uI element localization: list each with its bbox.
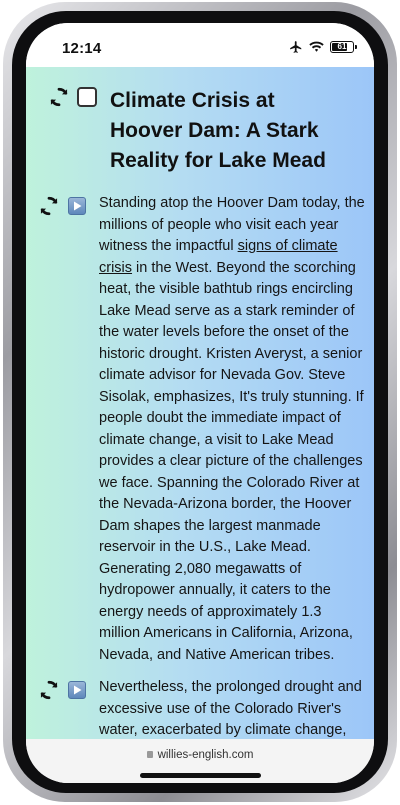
paragraph-1-controls	[38, 195, 86, 217]
status-bar	[26, 23, 374, 67]
paragraph-2-controls	[38, 679, 86, 701]
phone-screen	[26, 23, 374, 783]
lock-icon	[147, 751, 153, 758]
url-text: willies-english.com	[157, 749, 254, 761]
battery-level: 61	[337, 42, 347, 51]
article-title: Climate Crisis at Hoover Dam: A Stark Reality for Lake Mead	[110, 89, 326, 172]
battery-icon	[330, 41, 354, 53]
paragraph-1-text-end: in the West. Beyond the scorching heat, the visible bathtub rings encircling Lake Mead serve as a stark reminder of the water levels before the onset of the historic drought. Kristen Averyst, a senior climate advisor for Nevada Gov. Steve Sisolak, emphasizes, It's truly stunning. If people doubt the immediate impact of climate change, a visit to Lake Mead provides a clear picture of the challenges we face. Spanning the Colorado River at the Nevada-Arizona border, the Hoover Dam shapes the largest manmade reservoir in the U.S., Lake Mead. Generating 2,080 megawatts of hydropower annually, it caters to the energy needs of approximately 1.3 million Americans in California, Arizona, Nevada, and Native American tribes.	[99, 259, 364, 663]
title-checkbox[interactable]	[77, 87, 97, 107]
title-controls	[48, 86, 97, 108]
paragraph-2-text: Nevertheless, the prolonged drought and excessive use of the Colorado River's water, exacerbated by climate change,	[99, 679, 362, 738]
paragraph-1-text-start: Standing atop the Hoover Dam today, the millions of people who visit each year witness the impactful	[99, 195, 365, 254]
status-icons	[289, 40, 354, 54]
wifi-icon	[309, 41, 324, 53]
airplane-icon	[289, 40, 303, 54]
article-content[interactable]	[26, 67, 374, 739]
refresh-icon[interactable]	[48, 86, 70, 108]
play-icon[interactable]	[68, 681, 86, 699]
play-icon[interactable]	[68, 197, 86, 215]
refresh-icon[interactable]	[38, 195, 60, 217]
home-indicator[interactable]	[140, 773, 261, 778]
paragraph-1-text	[99, 193, 365, 666]
url-display[interactable]	[26, 749, 374, 761]
climate-crisis-link[interactable]: signs of climate crisis	[99, 238, 338, 276]
refresh-icon[interactable]	[38, 679, 60, 701]
status-time: 12:14	[62, 40, 102, 57]
browser-url-bar[interactable]	[26, 739, 374, 783]
